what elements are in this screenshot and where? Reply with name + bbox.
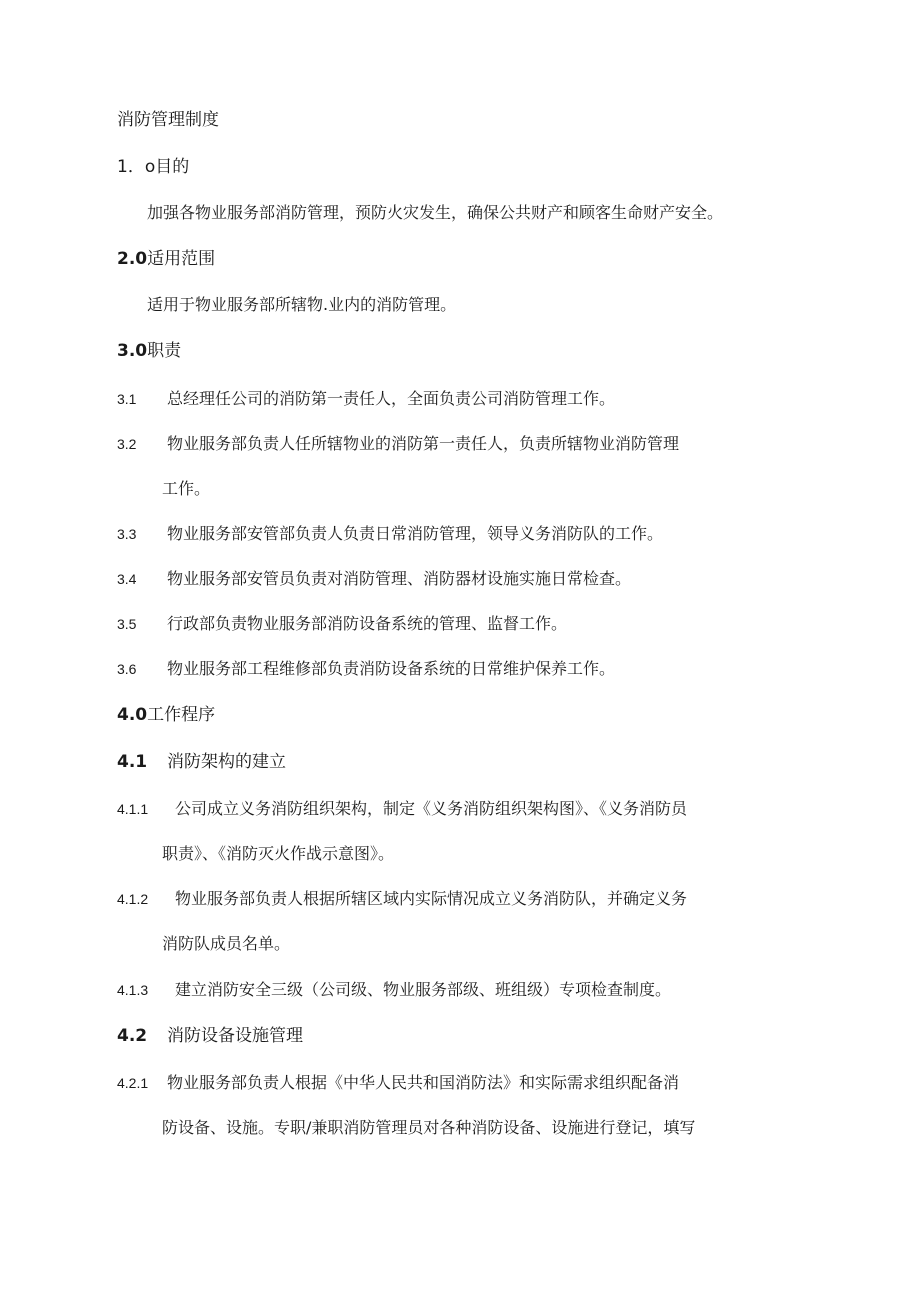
list-item <box>117 659 615 679</box>
item-number: 4.2.1 <box>117 1075 149 1091</box>
list-item <box>117 799 687 819</box>
item-number: 3.4 <box>117 571 137 587</box>
section-2-title: 适用范围 <box>147 249 216 269</box>
list-item <box>117 614 567 634</box>
list-item <box>117 569 631 589</box>
list-item <box>117 389 615 409</box>
list-item <box>117 889 687 909</box>
item-text: 物业服务部安管部负责人负责日常消防管理，领导义务消防队的工作。 <box>167 524 664 543</box>
subsection-4-1-title: 消防架构的建立 <box>167 752 286 772</box>
section-4-number: 4.0 <box>117 705 148 725</box>
subsection-4-1-heading <box>117 752 286 772</box>
list-item <box>117 980 671 1000</box>
item-continuation: 消防队成员名单。 <box>162 934 291 953</box>
item-continuation: 防设备、设施。专职/兼职消防管理员对各种消防设备、设施进行登记，填写 <box>162 1118 696 1137</box>
item-continuation: 职责》、《消防灭火作战示意图》。 <box>162 844 395 863</box>
section-3-heading <box>117 341 181 361</box>
list-item <box>117 434 679 454</box>
section-1-title: 目的 <box>155 157 190 177</box>
section-4-title: 工作程序 <box>147 705 216 725</box>
section-1-text: 加强各物业服务部消防管理，预防火灾发生，确保公共财产和顾客生命财产安全。 <box>147 203 724 222</box>
item-continuation: 工作。 <box>162 479 211 498</box>
subsection-4-2-number: 4.2 <box>117 1026 148 1046</box>
item-text: 物业服务部负责人根据《中华人民共和国消防法》和实际需求组织配备消 <box>167 1073 680 1092</box>
item-number: 4.1.3 <box>117 982 149 998</box>
section-3-title: 职责 <box>147 341 182 361</box>
item-text: 建立消防安全三级（公司级、物业服务部级、班组级）专项检查制度。 <box>175 980 672 999</box>
item-text: 物业服务部负责人根据所辖区域内实际情况成立义务消防队，并确定义务 <box>175 889 688 908</box>
section-1-heading <box>117 157 189 177</box>
item-number: 3.6 <box>117 661 137 677</box>
section-2-number: 2.0 <box>117 249 148 269</box>
item-number: 4.1.2 <box>117 891 149 907</box>
item-text: 物业服务部安管员负责对消防管理、消防器材设施实施日常检查。 <box>167 569 632 588</box>
section-2-heading <box>117 249 215 269</box>
list-item <box>117 524 663 544</box>
item-text: 物业服务部工程维修部负责消防设备系统的日常维护保养工作。 <box>167 659 616 678</box>
subsection-4-2-title: 消防设备设施管理 <box>167 1026 303 1046</box>
section-2-text: 适用于物业服务部所辖物.业内的消防管理。 <box>147 295 457 314</box>
section-3-number: 3.0 <box>117 341 148 361</box>
section-1-number: 1．o <box>117 157 156 177</box>
item-number: 3.5 <box>117 616 137 632</box>
item-number: 4.1.1 <box>117 801 149 817</box>
list-item <box>117 1073 679 1093</box>
item-number: 3.3 <box>117 526 137 542</box>
item-number: 3.1 <box>117 391 137 407</box>
section-4-heading <box>117 705 215 725</box>
document-title: 消防管理制度 <box>117 110 219 130</box>
item-text: 公司成立义务消防组织架构，制定《义务消防组织架构图》、《义务消防员 <box>175 799 688 818</box>
item-text: 行政部负责物业服务部消防设备系统的管理、监督工作。 <box>167 614 568 633</box>
item-text: 总经理任公司的消防第一责任人，全面负责公司消防管理工作。 <box>167 389 616 408</box>
subsection-4-2-heading <box>117 1026 303 1046</box>
item-text: 物业服务部负责人任所辖物业的消防第一责任人，负责所辖物业消防管理 <box>167 434 680 453</box>
item-number: 3.2 <box>117 436 137 452</box>
subsection-4-1-number: 4.1 <box>117 752 148 772</box>
